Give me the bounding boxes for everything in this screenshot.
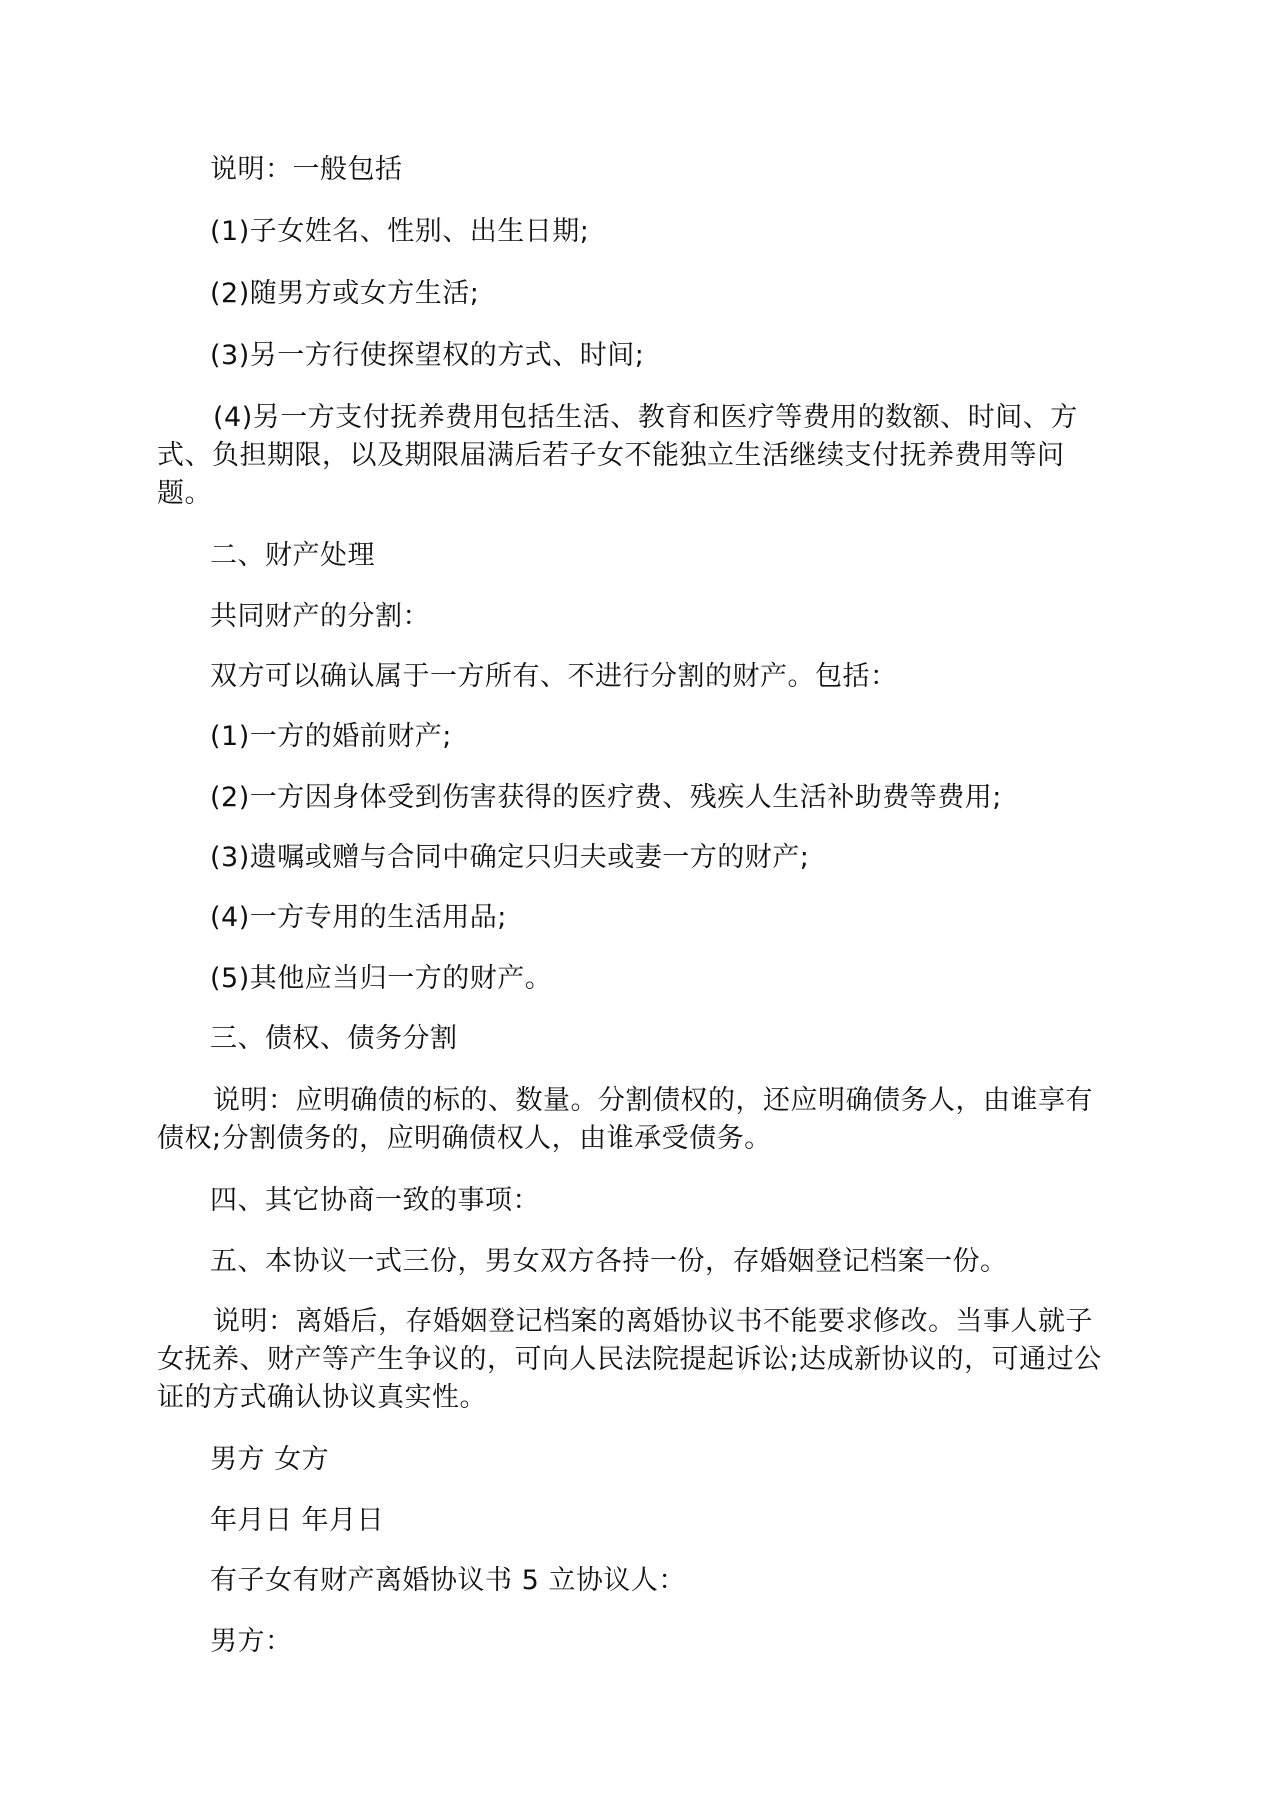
text-line: (3)另一方行使探望权的方式、时间; [210, 340, 645, 371]
text-line: (4)另一方支付抚养费用包括生活、教育和医疗等费用的数额、时间、方 [213, 402, 1078, 433]
text-line: 女抚养、财产等产生争议的，可向人民法院提起诉讼;达成新协议的，可通过公 [157, 1344, 1102, 1375]
text-line: 式、负担期限，以及期限届满后若子女不能独立生活继续支付抚养费用等问 [157, 440, 1065, 471]
text-line: 说明：一般包括 [210, 154, 403, 185]
text-line: 债权;分割债务的，应明确债权人，由谁承受债务。 [157, 1123, 772, 1154]
section-heading: 三、债权、债务分割 [210, 1023, 458, 1054]
text-line: 题。 [157, 478, 212, 509]
text-line: 说明：应明确债的标的、数量。分割债权的，还应明确债务人，由谁享有 [213, 1085, 1093, 1116]
text-line: (2)一方因身体受到伤害获得的医疗费、残疾人生活补助费等费用; [210, 782, 1002, 813]
text-line: (1)一方的婚前财产; [210, 721, 452, 752]
text-line: 证的方式确认协议真实性。 [157, 1382, 487, 1413]
text-line: 男方： [210, 1626, 293, 1657]
text-line: 双方可以确认属于一方所有、不进行分割的财产。包括： [210, 661, 898, 692]
text-line: (4)一方专用的生活用品; [210, 902, 507, 933]
section-heading: 五、本协议一式三份，男女双方各持一份，存婚姻登记档案一份。 [210, 1246, 1008, 1277]
text-line: (3)遗嘱或赠与合同中确定只归夫或妻一方的财产; [210, 842, 810, 873]
text-line: 男方 女方 [210, 1444, 330, 1475]
text-line: (1)子女姓名、性别、出生日期; [210, 216, 590, 247]
text-line: (5)其他应当归一方的财产。 [210, 963, 553, 994]
text-line: 共同财产的分割： [210, 601, 430, 632]
text-line: 年月日 年月日 [210, 1505, 385, 1536]
text-line: (2)随男方或女方生活; [210, 278, 480, 309]
text-line: 有子女有财产离婚协议书 5 立协议人： [210, 1565, 686, 1596]
section-heading: 四、其它协商一致的事项： [210, 1185, 540, 1216]
section-heading: 二、财产处理 [210, 540, 375, 571]
text-line: 说明：离婚后，存婚姻登记档案的离婚协议书不能要求修改。当事人就子 [213, 1306, 1093, 1337]
